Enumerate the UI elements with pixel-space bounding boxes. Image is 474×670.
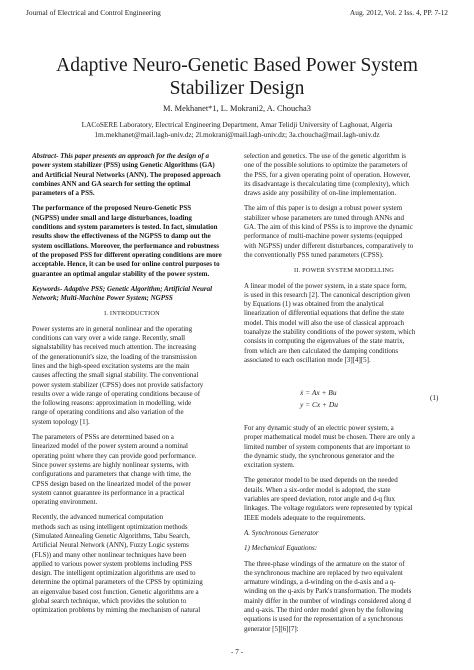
- right-column-bottom: [244, 424, 444, 634]
- text-line: Recently, the advanced numerical computation: [32, 513, 164, 522]
- text-line: acceptable. Hence, it can be used for online control purposes to: [32, 260, 220, 269]
- text-line: global search technique, which provides the solution to: [32, 597, 187, 606]
- text-line: The performance of the proposed Neuro-Genetic PSS: [32, 204, 192, 213]
- text-line: determine the optimal parameters of the CPSS by optimizing: [32, 578, 203, 587]
- paper-title-line-2: Stabilizer Design: [169, 78, 305, 99]
- text-line: (FLS)) and many other nonlinear techniques have been: [32, 550, 187, 559]
- text-line: associated to each oscillation mode [3][4][5].: [244, 355, 371, 364]
- text-line: Abstract- This paper presents an approach for the design of a: [32, 152, 209, 160]
- left-column: [32, 152, 232, 616]
- text-line: methods such as using intelligent optimization methods: [32, 522, 188, 531]
- subsection-heading: A. Synchronous Generator: [244, 528, 319, 537]
- text-line: Artificial Neural Network (ANN), Fuzzy Logic systems: [32, 541, 189, 550]
- text-line: causes affecting the small signal stability. The conventional: [32, 371, 199, 380]
- text-line: linearization of differential equations that define the state: [244, 309, 405, 318]
- text-line: equations is used for the representation of a synchronous: [244, 615, 404, 624]
- text-line: performance of multi-machine power systems (equipped: [244, 232, 403, 241]
- text-line: configurations and parameters that change with time, the: [32, 470, 192, 479]
- text-line: linkages. The voltage regulators were represented by typical: [244, 504, 413, 513]
- text-line: armature windings, a d-winding on the d-axis and a q-: [244, 578, 396, 587]
- text-line: is used in this research [2]. The canonical description given: [244, 290, 411, 299]
- text-line: conditions can vary over a wide range. Recently, small: [32, 334, 186, 343]
- text-line: toanalyze the stability conditions of the power system, which: [244, 328, 416, 337]
- text-line: with NGPSS) under different disturbances, comparatively to: [244, 241, 414, 250]
- text-line: selection and genetics. The use of the genetic algorithm is: [244, 152, 406, 160]
- text-line: from which are then calculated the damping conditions: [244, 346, 399, 355]
- text-line: conditions and system parameters is tested. In fact, simulation: [32, 223, 218, 232]
- journal-name: Journal of Electrical and Control Engineering: [26, 8, 161, 17]
- text-line: The three-phase windings of the armature on the stator of: [244, 559, 405, 568]
- text-line: one of the possible solutions to optimize the parameters of: [244, 161, 408, 170]
- paper-title-line-1: Adaptive Neuro-Genetic Based Power System: [56, 55, 418, 76]
- text-line: and q-axis. The third order model given by the following: [244, 606, 404, 615]
- text-line: IEEE models adequate to the requirements.: [244, 513, 366, 522]
- text-line: parameters of a PSS.: [32, 189, 95, 198]
- text-line: guarantee an optimal angular stability of the power system.: [32, 269, 210, 278]
- text-line: system cannot guarantee its performance in a practical: [32, 488, 185, 497]
- text-line: operating environment.: [32, 498, 98, 507]
- text-line: optimization problems by miming the mechanism of natural: [32, 606, 201, 615]
- text-line: by Equations (1) was obtained from the analytical: [244, 300, 384, 309]
- text-line: and Artificial Neural Networks (ANN). The proposed approach: [32, 170, 221, 179]
- text-line: system topology [1].: [32, 417, 90, 426]
- text-line: stabilizer whose parameters are tuned through ANNs and: [244, 213, 404, 222]
- text-line: system oscillations. Moreover, the performance and robustness: [32, 241, 219, 250]
- text-line: The generator model to be used depends on the needed: [244, 476, 398, 485]
- text-line: The aim of this paper is to design a robust power system: [244, 204, 403, 213]
- subsection-heading: 1) Mechanical Equations:: [244, 544, 318, 553]
- text-line: operating point where they can provide good performance.: [32, 451, 197, 460]
- text-line: variables are speed deviation, rotor angle and d-q flux: [244, 495, 396, 504]
- text-line: signalstability has received much attention. The increasing: [32, 343, 197, 352]
- text-line: results over a wide range of operating conditions because of: [32, 389, 201, 398]
- text-line: details. When a six-order model is adopted, the state: [244, 485, 391, 494]
- text-line: (NGPSS) under small and large disturbances, loading: [32, 213, 192, 222]
- text-line: draws aside any possibility of on-line implementation.: [244, 189, 397, 198]
- text-line: mainly differ in the number of windings considered along d: [244, 596, 411, 605]
- text-line: the following reasons: approximation in modelling, wide: [32, 399, 192, 408]
- text-line: design. The intelligent optimization algorithms are used to: [32, 569, 196, 578]
- text-line: range of operating conditions and also variation of the: [32, 408, 184, 417]
- text-line: power system stabilizer (PSS) using Genetic Algorithms (GA): [32, 161, 215, 170]
- text-line: results show the effectiveness of the NGPSS to damp out the: [32, 232, 211, 241]
- text-line: Power systems are in general nonlinear and the operating: [32, 324, 193, 333]
- text-line: For any dynamic study of an electric power system, a: [244, 424, 394, 432]
- text-line: winding on the q-axis by Park's transformation. The models: [244, 587, 412, 596]
- text-line: its disadvantage is thecalculating time (complexity), which: [244, 179, 410, 188]
- text-line: power system stabilizer (CPSS) does not provide satisfactory: [32, 380, 204, 389]
- text-line: generator [5][6][7]:: [244, 624, 299, 633]
- text-line: the synchronous machine are replaced by two equivalent: [244, 568, 403, 577]
- text-line: an eigenvalue based cost function. Genetic algorithms are a: [32, 587, 199, 596]
- affiliation: LACoSERE Laboratory, Electrical Engineering Department, Amar Telidji University of Laghouat, Algeria: [81, 120, 393, 129]
- text-line: of the proposed PSS for different operating conditions are more: [32, 250, 222, 259]
- text-line: Network; Multi-Machine Power System; NGPSS: [32, 294, 173, 303]
- text-line: the conventionally PSS tuned parameters (CPSS).: [244, 250, 384, 259]
- text-line: Keywords- Adaptive PSS; Genetic Algorithm; Artificial Neural: [32, 284, 213, 293]
- output-equation: y = Cx + Du: [300, 400, 338, 409]
- text-line: (Simulated Annealing Genetic Algorithms, Tabu Search,: [32, 531, 190, 540]
- text-line: Since power systems are highly nonlinear systems, with: [32, 460, 189, 469]
- right-column-top: [244, 152, 444, 365]
- text-line: of the generationunit's size, the loading of the transmission: [32, 352, 197, 361]
- state-equation: ẋ = Ax + Bu: [300, 388, 337, 397]
- text-line: the PSS, for a given operating point of operation. However,: [244, 170, 411, 179]
- text-line: lines and the high-speed excitation systems are the main: [32, 361, 190, 370]
- text-line: consists in computing the eigenvalues of the state matrix,: [244, 337, 405, 346]
- text-line: proper mathematical model must be chosen. There are only a: [244, 433, 415, 442]
- text-line: CPSS design based on the linearized model of the power: [32, 479, 191, 488]
- text-line: linearized model of the power system around a nominal: [32, 442, 188, 451]
- text-line: excitation system.: [244, 461, 295, 470]
- text-line: applied to various power system problems including PSS: [32, 559, 193, 568]
- page-number: - 7 -: [231, 648, 243, 656]
- authors: M. Mekhanet*1, L. Mokrani2, A. Choucha3: [163, 104, 311, 113]
- text-line: model. This model will also the use of classical approach: [244, 318, 405, 327]
- text-line: A linear model of the power system, in a state space form,: [244, 281, 407, 290]
- text-line: limited number of system components that are important to: [244, 442, 411, 451]
- section-heading: I. INTRODUCTION: [104, 310, 160, 318]
- author-emails: 1m.mekhanet@mail.lagh-univ.dz; 2l.mokrani@mail.lagh-univ.dz; 3a.choucha@mail.lagh-univ.dz: [94, 130, 380, 139]
- text-line: the dynamic study, the synchronous generator and the: [244, 451, 395, 460]
- text-line: The parameters of PSSs are determined based on a: [32, 433, 174, 442]
- issue-info: Aug. 2012, Vol. 2 Iss. 4, PP. 7-12: [349, 8, 448, 17]
- section-heading: II. POWER SYSTEM MODELLING: [294, 267, 394, 275]
- text-line: combines ANN and GA search for setting the optimal: [32, 179, 191, 188]
- equation-number: (1): [430, 394, 439, 402]
- text-line: GA. The aim of this kind of PSSs is to improve the dynamic: [244, 223, 413, 232]
